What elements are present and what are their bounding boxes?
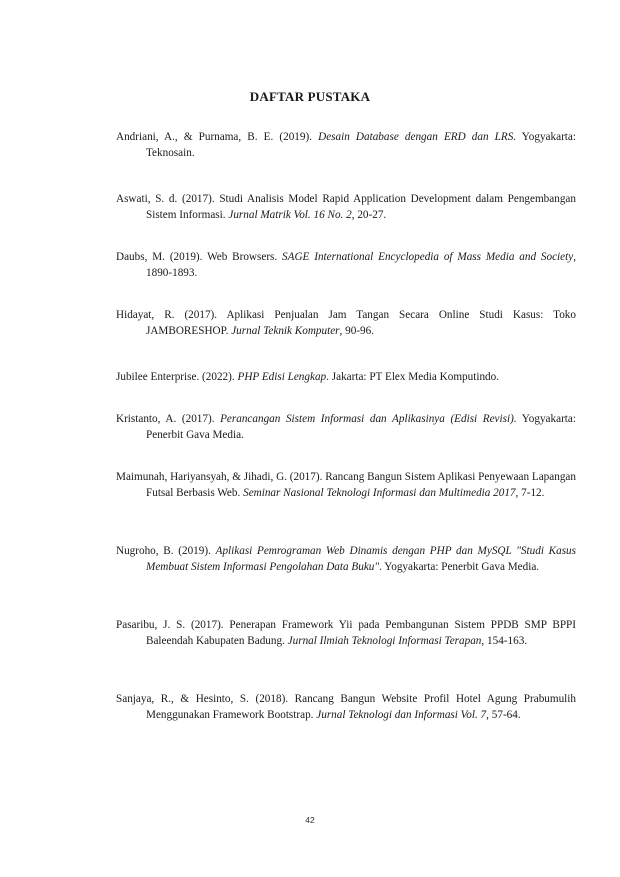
reference-text: Jubilee Enterprise. (2022). — [116, 371, 238, 383]
reference-entry — [116, 130, 576, 161]
reference-source: PHP Edisi Lengkap — [237, 371, 327, 383]
reference-text: Daubs, M. (2019). Web Browsers. — [116, 251, 283, 263]
reference-details: Yogyakarta: Penerbit Gava Media. — [146, 413, 576, 441]
reference-text: Nugroho, B. (2019). — [116, 545, 216, 557]
reference-text: Andriani, A., & Purnama, B. E. (2019). — [116, 131, 319, 143]
reference-details: . Jakarta: PT Elex Media Komputindo. — [326, 371, 500, 383]
reference-entry — [116, 470, 576, 501]
reference-text: Pasaribu, J. S. (2017). Penerapan Framework Yii pada Pembangunan Sistem PPDB SMP BPPI Baleendah Kabupaten Badung. — [116, 619, 576, 647]
reference-source: Perancangan Sistem Informasi dan Aplikasinya (Edisi Revisi). — [220, 413, 517, 425]
reference-entry — [116, 412, 576, 443]
reference-details: , 20-27. — [351, 208, 387, 221]
reference-source: Seminar Nasional Teknologi Informasi dan Multimedia 2017 — [243, 486, 516, 499]
reference-text: Maimunah, Hariyansyah, & Jihadi, G. (2017). Rancang Bangun Sistem Aplikasi Penyewaan Lapangan Futsal Berbasis Web. — [116, 471, 576, 499]
reference-text: Kristanto, A. (2017). — [116, 413, 221, 425]
reference-entry — [116, 692, 576, 723]
reference-details: , 1890-1893. — [146, 251, 576, 279]
reference-details: , 154-163. — [481, 634, 528, 647]
reference-entry — [116, 250, 576, 281]
page-number: 42 — [305, 815, 315, 825]
reference-source: SAGE International Encyclopedia of Mass Media and Society — [282, 251, 574, 263]
reference-details: , 57-64. — [486, 708, 521, 721]
reference-details: . Yogyakarta: Penerbit Gava Media. — [379, 560, 540, 573]
reference-source: Jurnal Teknik Komputer — [231, 324, 340, 337]
reference-source: Jurnal Ilmiah Teknologi Informasi Terapan — [287, 634, 482, 647]
reference-source: Desain Database dengan ERD dan LRS. — [318, 131, 517, 143]
reference-text: Hidayat, R. (2017). Aplikasi Penjualan Jam Tangan Secara Online Studi Kasus: Toko JAMBORESHOP. — [116, 309, 576, 337]
reference-details: Yogyakarta: Teknosain. — [146, 131, 576, 159]
reference-entry — [116, 618, 576, 649]
reference-entry — [116, 370, 576, 386]
reference-entry — [116, 192, 576, 223]
reference-text: Sanjaya, R., & Hesinto, S. (2018). Rancang Bangun Website Profil Hotel Agung Prabumulih Menggunakan Framework Bootstrap. — [116, 693, 576, 721]
page-title: DAFTAR PUSTAKA — [249, 89, 371, 104]
reference-details: , 90-96. — [339, 324, 375, 337]
reference-source: Aplikasi Pemrograman Web Dinamis dengan PHP dan MySQL "Studi Kasus Membuat Sistem Informasi Pengolahan Data Buku" — [146, 545, 576, 573]
reference-source: Jurnal Matrik Vol. 16 No. 2 — [228, 208, 352, 221]
reference-text: Aswati, S. d. (2017). Studi Analisis Model Rapid Application Development dalam Pengembangan Sistem Informasi. — [116, 193, 576, 221]
reference-entry — [116, 544, 576, 575]
reference-source: Jurnal Teknologi dan Informasi Vol. 7 — [316, 708, 487, 721]
reference-details: , 7-12. — [515, 486, 545, 499]
reference-entry — [116, 308, 576, 339]
